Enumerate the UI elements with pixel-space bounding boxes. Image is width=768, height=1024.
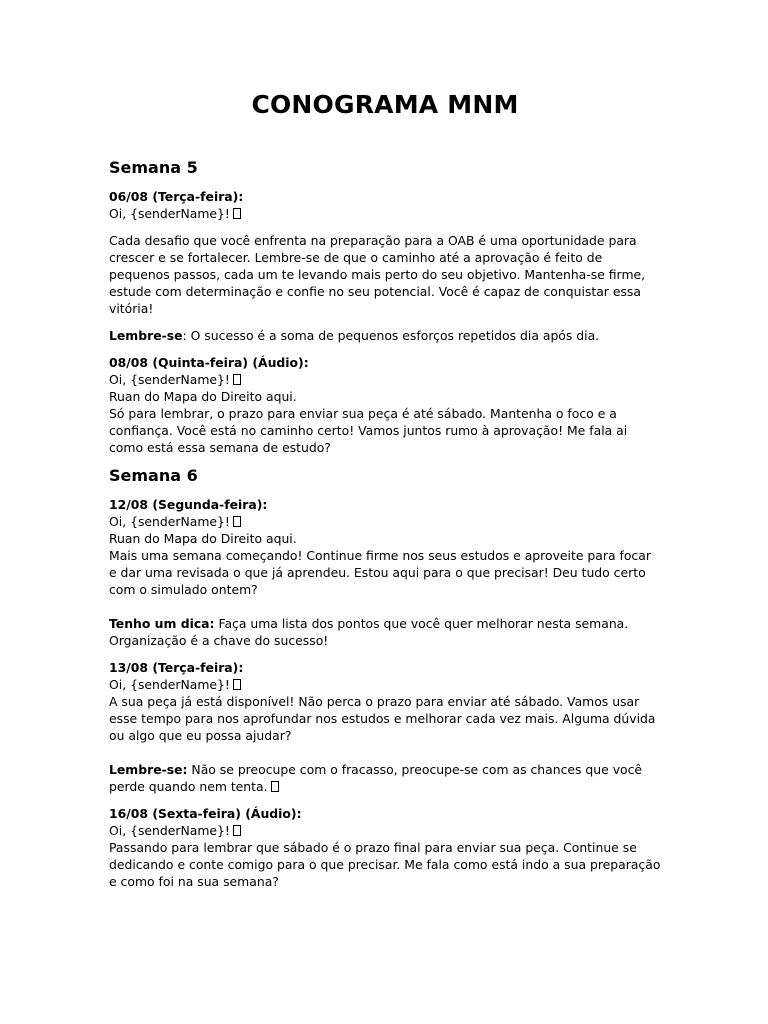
entry-date: 16/08 (Sexta-feira) (Áudio): (109, 806, 302, 821)
emoji-placeholder-icon (233, 825, 241, 836)
message-entry-0608 (109, 188, 661, 344)
week-section-6 (109, 466, 661, 890)
entry-body: Passando para lembrar que sábado é o prazo final para enviar sua peça. Continue se dedicando e conte comigo para o que precisar. Me fala como está indo a sua preparação e como foi na sua semana? (109, 840, 661, 889)
greeting-text: Oi, {senderName}! (109, 823, 230, 838)
greeting-text: Oi, {senderName}! (109, 206, 230, 221)
entry-date: 06/08 (Terça-feira): (109, 189, 244, 204)
message-entry-1208 (109, 496, 661, 649)
greeting-line (109, 205, 661, 222)
emoji-placeholder-icon (233, 208, 241, 219)
reminder-text: : O sucesso é a soma de pequenos esforços repetidos dia após dia. (182, 328, 600, 343)
greeting-text: Oi, {senderName}! (109, 677, 230, 692)
document-title: CONOGRAMA MNM (251, 90, 519, 119)
entry-date: 12/08 (Segunda-feira): (109, 497, 268, 512)
message-entry-1608 (109, 805, 661, 890)
emoji-placeholder-icon (271, 781, 279, 792)
greeting-text: Oi, {senderName}! (109, 514, 230, 529)
sender-intro: Ruan do Mapa do Direito aqui. (109, 531, 297, 546)
greeting-line (109, 822, 661, 839)
emoji-placeholder-icon (233, 679, 241, 690)
entry-body: Só para lembrar, o prazo para enviar sua peça é até sábado. Mantenha o foco e a confiança. Você está no caminho certo! Vamos juntos rumo à aprovação! Me fala ai como está essa semana de estudo? (109, 406, 628, 455)
greeting-line (109, 513, 661, 530)
reminder-text: Não se preocupe com o fracasso, preocupe-se com as chances que você perde quando nem tenta. (109, 762, 643, 794)
week-heading: Semana 5 (109, 158, 198, 177)
emoji-placeholder-icon (233, 516, 241, 527)
greeting-text: Oi, {senderName}! (109, 372, 230, 387)
tip-text: Faça uma lista dos pontos que você quer melhorar nesta semana. Organização é a chave do sucesso! (109, 616, 629, 648)
entry-date: 08/08 (Quinta-feira) (Áudio): (109, 355, 309, 370)
sender-intro: Ruan do Mapa do Direito aqui. (109, 389, 297, 404)
reminder-label: Lembre-se: (109, 762, 188, 777)
reminder-line (109, 327, 661, 344)
week-heading: Semana 6 (109, 466, 198, 485)
week-section-5 (109, 158, 661, 456)
entry-date: 13/08 (Terça-feira): (109, 660, 244, 675)
message-entry-1308 (109, 659, 661, 795)
greeting-line (109, 371, 661, 388)
paragraph-spacer (109, 744, 661, 761)
paragraph-spacer (109, 598, 661, 615)
message-entry-0808 (109, 354, 661, 456)
reminder-line (109, 761, 661, 795)
entry-body: Cada desafio que você enfrenta na preparação para a OAB é uma oportunidade para crescer e se fortalecer. Lembre-se de que o caminho até a aprovação é feito de pequenos passos, cada um te levando mais perto do seu objetivo. Mantenha-se firme, estude com determinação e confie no seu potencial. Você é capaz de conquistar essa vitória! (109, 233, 646, 316)
reminder-label: Lembre-se (109, 328, 183, 343)
tip-line (109, 615, 661, 649)
greeting-line (109, 676, 661, 693)
emoji-placeholder-icon (233, 374, 241, 385)
entry-body: Mais uma semana começando! Continue firme nos seus estudos e aproveite para focar e dar uma revisada o que já aprendeu. Estou aqui para o que precisar! Deu tudo certo com o simulado ontem? (109, 548, 651, 597)
document-page (109, 88, 661, 900)
entry-body: A sua peça já está disponível! Não perca o prazo para enviar até sábado. Vamos usar esse tempo para nos aprofundar nos estudos e melhorar cada vez mais. Alguma dúvida ou algo que eu possa ajudar? (109, 694, 656, 743)
tip-label: Tenho um dica: (109, 616, 215, 631)
